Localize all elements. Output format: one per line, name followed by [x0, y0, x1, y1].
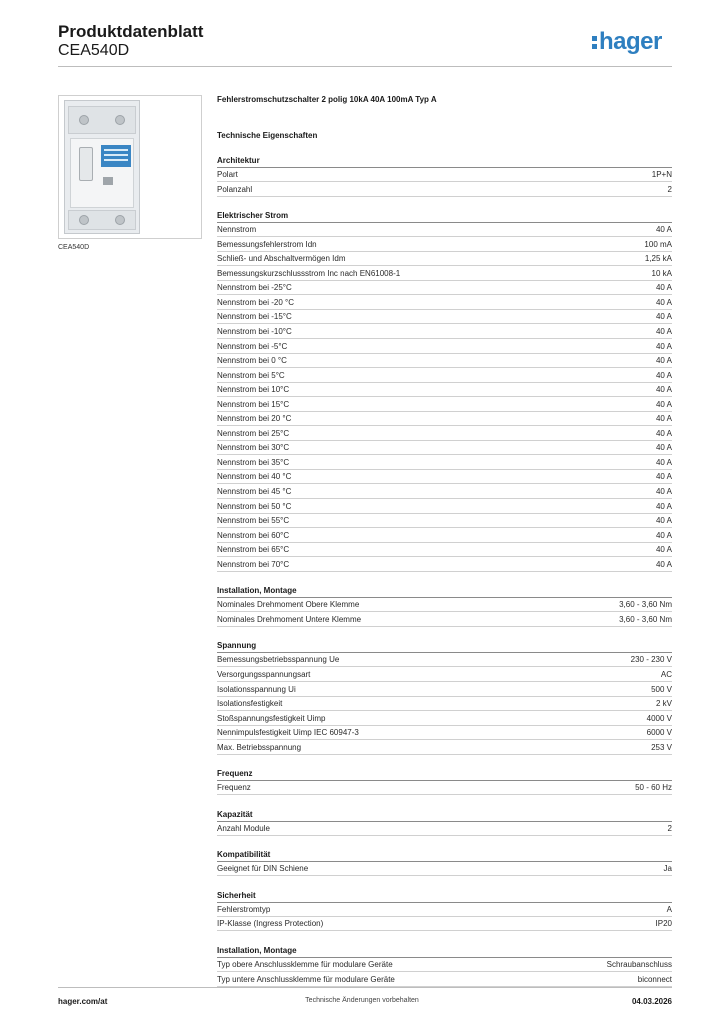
- spec-value: Ja: [663, 864, 672, 874]
- section-title: Architektur: [217, 154, 672, 168]
- spec-value: 40 A: [655, 225, 672, 235]
- spec-label: Typ obere Anschlussklemme für modulare Geräte: [217, 960, 393, 969]
- spec-value: 40 A: [655, 559, 672, 569]
- spec-row: [217, 398, 672, 412]
- rcd-device-illustration: [64, 100, 140, 234]
- spec-row: [217, 958, 672, 972]
- spec-label: Nennstrom bei -25°C: [217, 283, 292, 293]
- spec-row: [217, 741, 672, 755]
- spec-value: 40 A: [655, 385, 672, 395]
- spec-value: 40 A: [655, 443, 672, 453]
- spec-label: Nennstrom bei 35°C: [217, 457, 290, 467]
- spec-label: Nennstrom bei -10°C: [217, 326, 292, 336]
- page-header: [58, 22, 203, 60]
- spec-value: Schraubanschluss: [606, 960, 672, 969]
- spec-label: Polanzahl: [217, 184, 253, 194]
- spec-value: 4000 V: [646, 713, 672, 723]
- page-title: Produktdatenblatt: [58, 22, 204, 41]
- spec-value: 40 A: [655, 399, 672, 409]
- product-code: CEA540D: [58, 42, 130, 59]
- spec-value: 2: [667, 823, 672, 833]
- spec-value: 3,60 - 3,60 Nm: [619, 600, 672, 610]
- spec-label: Geeignet für DIN Schiene: [217, 864, 309, 874]
- footer-date: 04.03.2026: [631, 997, 672, 1006]
- section-title: Frequenz: [217, 767, 672, 781]
- spec-row: [217, 822, 672, 836]
- spec-label: Bemessungsbetriebsspannung Ue: [217, 655, 340, 665]
- spec-row: [217, 267, 672, 281]
- spec-row: [217, 369, 672, 383]
- spec-value: 40 A: [655, 457, 672, 467]
- spec-row: [217, 383, 672, 397]
- spec-value: 40 A: [655, 501, 672, 511]
- section-title: Kapazität: [217, 808, 672, 822]
- spec-row: [217, 543, 672, 557]
- spec-label: Nennstrom bei 40 °C: [217, 472, 292, 482]
- spec-row: [217, 238, 672, 252]
- spec-label: Nennstrom bei 10°C: [217, 385, 290, 395]
- spec-value: 50 - 60 Hz: [635, 783, 672, 793]
- spec-value: 40 A: [655, 530, 672, 540]
- tech-properties-heading: Technische Eigenschaften: [217, 131, 318, 140]
- spec-row: [217, 252, 672, 266]
- spec-value: 40 A: [655, 472, 672, 482]
- spec-label: Nennstrom bei -15°C: [217, 312, 292, 322]
- spec-label: Bemessungsfehlerstrom Idn: [217, 239, 317, 249]
- spec-row: [217, 223, 672, 237]
- spec-label: Isolationsspannung Ui: [217, 684, 296, 694]
- spec-value: 2: [667, 184, 672, 194]
- spec-row: [217, 470, 672, 484]
- spec-row: [217, 281, 672, 295]
- spec-row: [217, 354, 672, 368]
- spec-label: Nennstrom bei 45 °C: [217, 487, 292, 496]
- spec-label: Nennstrom bei 15°C: [217, 399, 290, 409]
- spec-value: A: [666, 904, 672, 914]
- spec-label: Nennstrom bei 55°C: [217, 516, 290, 526]
- spec-label: Nennstrom bei -20 °C: [217, 297, 295, 307]
- spec-row: [217, 340, 672, 354]
- spec-label: Polart: [217, 170, 238, 179]
- spec-label: Nennstrom: [217, 225, 257, 235]
- spec-value: 1,25 kA: [644, 254, 672, 264]
- spec-row: [217, 529, 672, 543]
- spec-value: 40 A: [655, 283, 672, 293]
- header-divider: [58, 66, 672, 67]
- spec-value: 40 A: [655, 297, 672, 307]
- spec-row: [217, 668, 672, 682]
- spec-label: Nennstrom bei 60°C: [217, 530, 290, 540]
- spec-label: Frequenz: [217, 783, 251, 793]
- spec-label: Nennstrom bei 30°C: [217, 443, 290, 453]
- spec-value: 6000 V: [646, 728, 672, 738]
- spec-label: Schließ- und Abschaltvermögen Idm: [217, 254, 346, 264]
- spec-value: 40 A: [655, 414, 672, 424]
- footer-disclaimer: Technische Änderungen vorbehalten: [305, 997, 419, 1004]
- spec-row: [217, 485, 672, 499]
- spec-value: IP20: [655, 919, 672, 929]
- spec-label: Nennstrom bei 5°C: [217, 370, 285, 380]
- spec-row: [217, 310, 672, 324]
- spec-value: 230 - 230 V: [630, 655, 672, 665]
- spec-row: [217, 726, 672, 740]
- spec-label: Nennstrom bei 25°C: [217, 428, 290, 438]
- footer-divider: [58, 987, 672, 988]
- spec-value: 40 A: [655, 428, 672, 438]
- spec-row: [217, 973, 672, 987]
- spec-row: [217, 296, 672, 310]
- product-image: [58, 95, 202, 239]
- spec-row: [217, 412, 672, 426]
- spec-value: 40 A: [655, 326, 672, 336]
- spec-row: [217, 697, 672, 711]
- spec-value: 10 kA: [651, 268, 672, 278]
- spec-value: 500 V: [651, 684, 672, 694]
- section-title: Spannung: [217, 639, 672, 653]
- spec-label: Nominales Drehmoment Untere Klemme: [217, 614, 362, 624]
- spec-value: AC: [660, 669, 672, 679]
- spec-value: 40 A: [655, 356, 672, 366]
- spec-row: [217, 427, 672, 441]
- logo-dots-icon: [592, 36, 597, 49]
- logo-text: hager: [599, 28, 662, 55]
- spec-row: [217, 862, 672, 876]
- spec-label: Nennimpulsfestigkeit Uimp IEC 60947-3: [217, 728, 359, 738]
- spec-row: [217, 456, 672, 470]
- spec-row: [217, 325, 672, 339]
- spec-row: [217, 168, 672, 182]
- spec-row: [217, 514, 672, 528]
- spec-row: [217, 598, 672, 612]
- spec-value: 253 V: [651, 742, 672, 752]
- spec-label: Nennstrom bei 0 °C: [217, 356, 287, 366]
- spec-row: [217, 500, 672, 514]
- spec-row: [217, 558, 672, 572]
- spec-row: [217, 917, 672, 931]
- spec-value: 40 A: [655, 516, 672, 526]
- spec-label: IP-Klasse (Ingress Protection): [217, 919, 324, 929]
- spec-row: [217, 183, 672, 197]
- spec-label: Nominales Drehmoment Obere Klemme: [217, 600, 360, 610]
- spec-value: 40 A: [655, 545, 672, 555]
- spec-label: Fehlerstromtyp: [217, 904, 271, 914]
- footer-website: hager.com/at: [58, 997, 108, 1006]
- spec-value: 40 A: [655, 370, 672, 380]
- spec-label: Isolationsfestigkeit: [217, 699, 283, 709]
- spec-label: Max. Betriebsspannung: [217, 742, 302, 752]
- spec-label: Versorgungsspannungsart: [217, 669, 311, 679]
- spec-label: Typ untere Anschlussklemme für modulare Geräte: [217, 974, 395, 984]
- spec-label: Nennstrom bei 20 °C: [217, 414, 292, 424]
- spec-value: 40 A: [655, 312, 672, 322]
- section-title: Installation, Montage: [217, 944, 672, 958]
- section-title: Sicherheit: [217, 889, 672, 903]
- spec-label: Nennstrom bei -5°C: [217, 341, 288, 351]
- spec-row: [217, 683, 672, 697]
- spec-row: [217, 613, 672, 627]
- spec-value: 40 A: [655, 341, 672, 351]
- spec-row: [217, 903, 672, 917]
- spec-value: 1P+N: [651, 170, 672, 179]
- spec-value: 3,60 - 3,60 Nm: [619, 614, 672, 624]
- spec-value: biconnect: [637, 974, 672, 984]
- spec-value: 2 kV: [655, 699, 672, 709]
- spec-label: Nennstrom bei 70°C: [217, 559, 290, 569]
- spec-row: [217, 712, 672, 726]
- spec-label: Nennstrom bei 50 °C: [217, 501, 292, 511]
- product-image-caption: CEA540D: [58, 244, 90, 251]
- spec-value: 100 mA: [644, 239, 672, 249]
- spec-value: 40 A: [655, 487, 672, 496]
- spec-row: [217, 781, 672, 795]
- spec-row: [217, 653, 672, 667]
- hager-logo: [592, 27, 674, 57]
- product-description: Fehlerstromschutzschalter 2 polig 10kA 40A 100mA Typ A: [217, 95, 437, 104]
- spec-label: Bemessungskurzschlussstrom Inc nach EN61008-1: [217, 268, 401, 278]
- section-title: Kompatibilität: [217, 848, 672, 862]
- spec-label: Anzahl Module: [217, 823, 270, 833]
- spec-label: Nennstrom bei 65°C: [217, 545, 290, 555]
- spec-row: [217, 441, 672, 455]
- spec-label: Stoßspannungsfestigkeit Uimp: [217, 713, 326, 723]
- section-title: Installation, Montage: [217, 584, 672, 598]
- section-title: Elektrischer Strom: [217, 209, 672, 223]
